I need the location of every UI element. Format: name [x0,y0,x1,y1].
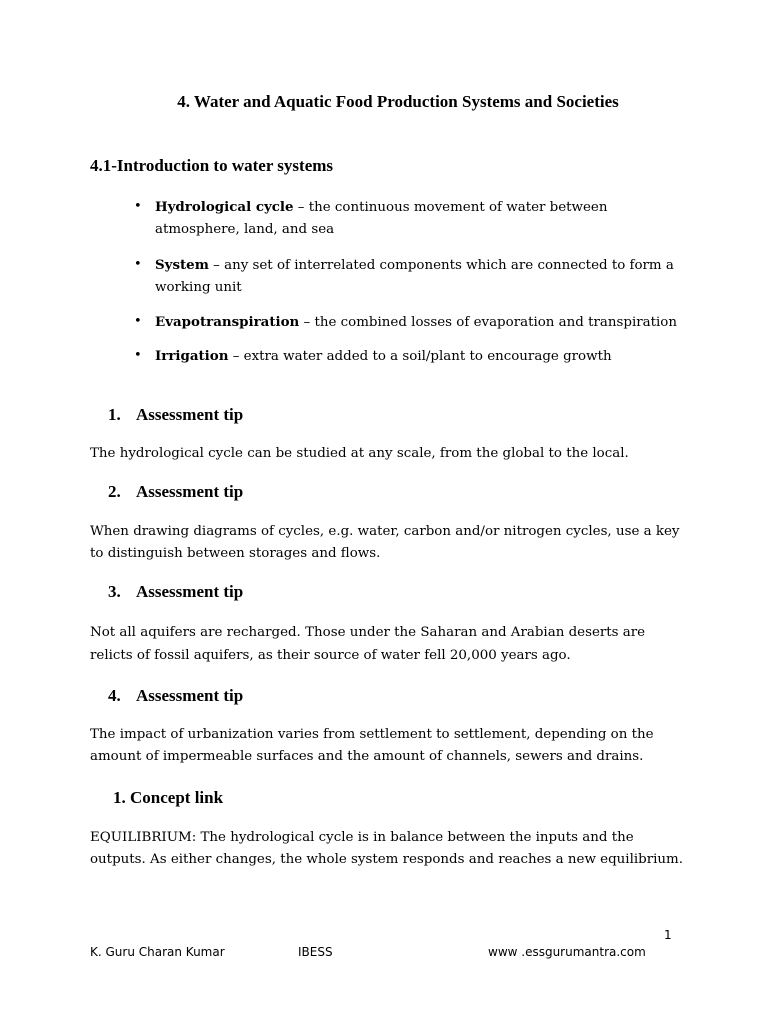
tip-heading-text: Assessment tip [136,582,244,601]
bullet-icon: • [134,348,142,363]
assessment-tip-text: When drawing diagrams of cycles, e.g. water, carbon and/or nitrogen cycles, use a key to distinguish between storages and flows. [90,524,680,561]
tip-number: 1. [108,405,121,424]
bullet-icon: • [134,199,142,214]
definition-item [132,345,692,368]
definition-text: – the combined losses of evaporation and transpiration [299,315,677,330]
bullet-icon: • [134,314,142,329]
assessment-tip-text: The hydrological cycle can be studied at any scale, from the global to the local. [90,446,629,461]
assessment-tip-heading [108,686,243,706]
definition-list [132,196,692,368]
assessment-tip-heading [108,482,243,502]
footer-author: K. Guru Charan Kumar [90,945,225,959]
assessment-tip-text: The impact of urbanization varies from settlement to settlement, depending on the amount of impermeable surfaces and the amount of channels, sewers and drains. [90,727,654,764]
definition-term: Hydrological cycle [155,199,294,215]
assessment-tip-heading [108,405,243,425]
bullet-icon: • [134,257,142,272]
definition-text: – any set of interrelated components which are connected to form a working unit [155,258,674,295]
definition-text: – extra water added to a soil/plant to encourage growth [228,349,612,364]
tip-number: 2. [108,482,121,501]
definition-item [132,196,692,241]
definition-term: System [155,257,209,273]
assessment-tip-heading [108,582,243,602]
footer-course: IBESS [298,945,333,959]
tip-number: 3. [108,582,121,601]
page-number: 1 [664,928,672,942]
page-footer [90,945,690,963]
tip-number: 4. [108,686,121,705]
tip-heading-text: Assessment tip [136,405,244,424]
definition-item [132,311,692,334]
page-title: 4. Water and Aquatic Food Production Systems and Societies [177,92,619,111]
definition-item [132,254,692,299]
definition-term: Evapotranspiration [155,314,300,330]
definition-term: Irrigation [155,348,229,364]
definition-text: – the continuous movement of water between atmosphere, land, and sea [155,200,608,237]
tip-heading-text: Assessment tip [136,686,244,705]
concept-link-text: EQUILIBRIUM: The hydrological cycle is in balance between the inputs and the outputs. As either changes, the whole system responds and reaches a new equilibrium. [90,830,683,867]
assessment-tip-text: Not all aquifers are recharged. Those under the Saharan and Arabian deserts are relicts of fossil aquifers, as their source of water fell 20,000 years ago. [90,625,646,663]
footer-website: www .essgurumantra.com [488,945,646,959]
section-heading: 4.1-Introduction to water systems [90,156,334,175]
concept-link-heading: 1. Concept link [113,788,224,807]
tip-heading-text: Assessment tip [136,482,244,501]
